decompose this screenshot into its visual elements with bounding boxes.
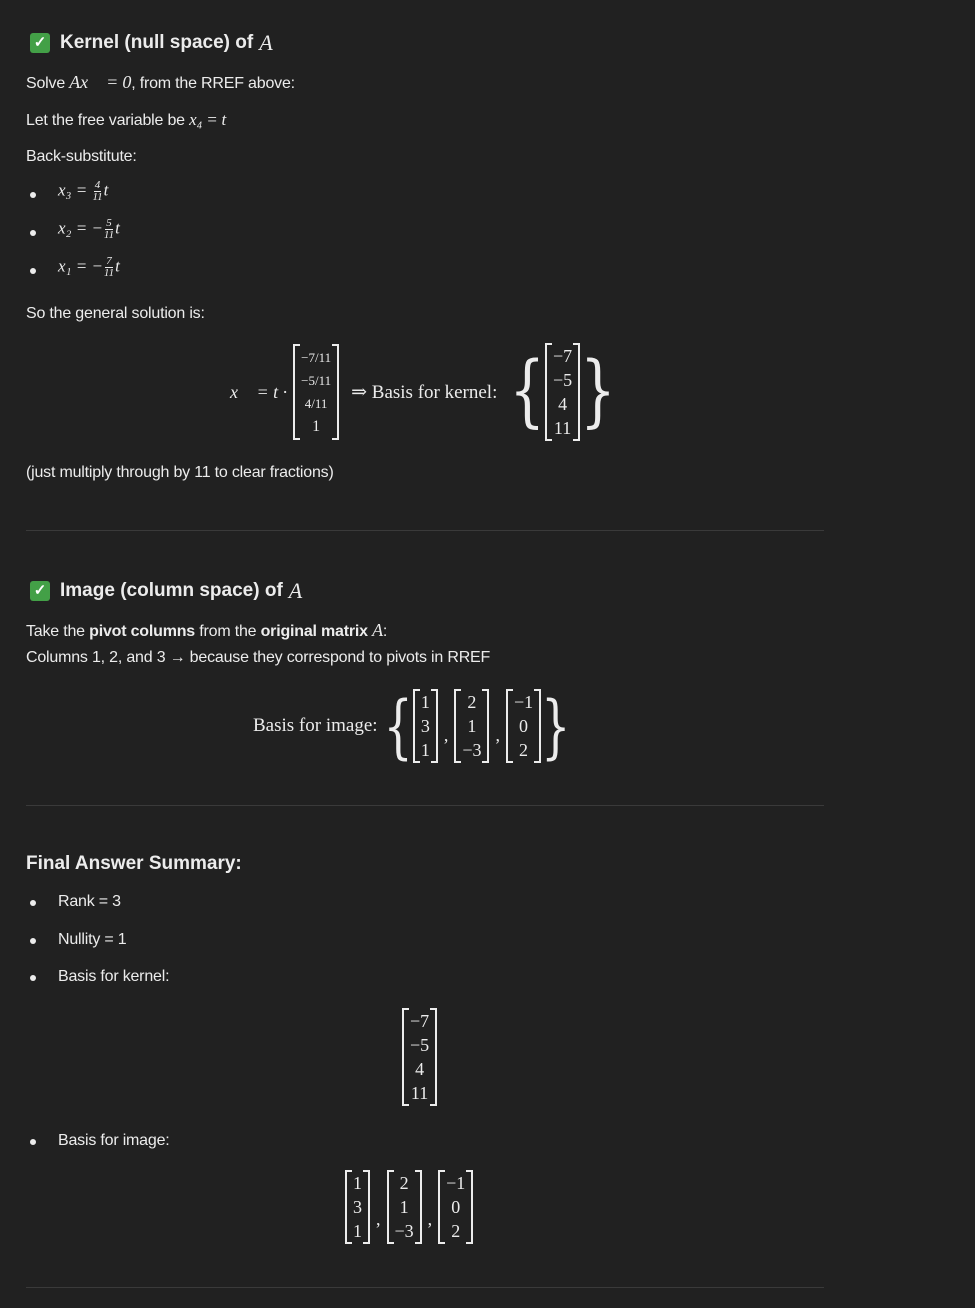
- comma: ,: [495, 725, 500, 745]
- bullet-lhs: x₃ =: [58, 180, 92, 200]
- implies-label: ⇒ Basis for kernel:: [351, 381, 498, 403]
- kernel-display-equation: [230, 342, 616, 442]
- frac-num: 7: [106, 255, 112, 267]
- free-eq: x₄ = t: [189, 110, 227, 129]
- general-solution-label: So the general solution is:: [26, 305, 205, 322]
- kernel-heading-var: A: [259, 30, 273, 55]
- left-brace: {: [383, 685, 413, 767]
- vector-cell: 2: [519, 740, 529, 760]
- comma: ,: [427, 1209, 433, 1229]
- image-vector-2: [454, 689, 489, 763]
- vector-cell: 1: [353, 1221, 362, 1241]
- vector-cell: 1: [312, 418, 321, 435]
- frac-den: 11: [103, 267, 115, 279]
- back-substitute-label: Back-substitute:: [26, 148, 137, 165]
- check-icon: ✓: [30, 581, 50, 601]
- vector-cell: 1: [420, 692, 430, 712]
- frac-den: 11: [103, 229, 115, 241]
- line1-bold1: pivot columns: [89, 623, 195, 640]
- divider: [26, 530, 824, 531]
- vector-cell: 3: [353, 1197, 362, 1217]
- vector-cell: 1: [353, 1173, 362, 1193]
- free-pre: Let the free variable be: [26, 112, 185, 129]
- image-heading: [30, 578, 302, 604]
- vector-cell: 3: [420, 716, 430, 736]
- kernel-basis-vector: [545, 343, 580, 441]
- bullet-icon: [30, 975, 36, 981]
- kernel-basis-item: Basis for kernel:: [58, 968, 170, 985]
- solve-pre: Solve: [26, 75, 66, 92]
- image-basis-item: Basis for image:: [58, 1132, 170, 1149]
- line1-pre: Take the: [26, 623, 85, 640]
- vector-cell: −5: [553, 370, 573, 390]
- left-brace: {: [509, 345, 545, 437]
- bullet-icon: [30, 900, 36, 906]
- right-brace: }: [541, 685, 571, 767]
- image-heading-text: Image (column space) of: [60, 580, 283, 601]
- summary-image-vectors: [345, 1170, 473, 1244]
- kernel-heading-text: Kernel (null space) of: [60, 32, 254, 53]
- image-heading-var: A: [288, 578, 303, 603]
- solve-post: , from the RREF above:: [131, 75, 295, 92]
- bullet-lhs: x₁ =: [58, 256, 92, 276]
- summary-heading: Final Answer Summary:: [26, 853, 242, 874]
- check-icon: ✓: [30, 33, 50, 53]
- bullet-tail: t: [115, 218, 120, 238]
- vector-cell: −5: [410, 1035, 430, 1055]
- vector-cell: −7: [410, 1011, 430, 1031]
- comma: ,: [376, 1209, 381, 1229]
- line1-var: A: [372, 620, 383, 640]
- kernel-heading: [30, 30, 273, 56]
- bullet-x2: [58, 218, 120, 241]
- vector-cell: 1: [399, 1197, 409, 1217]
- bullet-sign: −: [91, 256, 103, 276]
- fraction-vector: [293, 344, 339, 440]
- pivot-columns-line: [26, 620, 387, 641]
- summary-image-vector-2: [387, 1170, 422, 1244]
- frac-num: 4: [94, 179, 101, 191]
- columns-explanation: Columns 1, 2, and 3 → because they correspond to pivots in RREF: [26, 649, 491, 666]
- solve-line: [26, 72, 295, 93]
- fraction: [92, 180, 102, 203]
- vector-cell: 1: [467, 716, 477, 736]
- frac-num: 5: [106, 217, 112, 229]
- bullet-tail: t: [115, 256, 120, 276]
- vector-cell: −7/11: [301, 350, 332, 365]
- bullet-icon: [30, 268, 36, 274]
- vector-cell: 4: [558, 394, 568, 414]
- vector-cell: −5/11: [301, 373, 332, 388]
- line1-post: :: [382, 623, 388, 640]
- line1-mid: from the: [199, 623, 257, 640]
- display-lhs: x⃗ = t ·: [230, 381, 288, 402]
- bullet-icon: [30, 1139, 36, 1145]
- image-vector-3: [506, 689, 541, 763]
- bullet-icon: [30, 230, 36, 236]
- vector-cell: −3: [394, 1221, 414, 1241]
- solve-eq: Ax⃗ = 0: [69, 72, 132, 92]
- nullity-item: Nullity = 1: [58, 931, 127, 948]
- vector-cell: 2: [467, 692, 477, 712]
- divider: [26, 805, 824, 806]
- bullet-x3: [58, 180, 108, 203]
- vector-cell: 1: [420, 740, 430, 760]
- vector-cell: 4: [415, 1059, 425, 1079]
- bullet-x1: [58, 256, 120, 279]
- vector-cell: 0: [519, 716, 529, 736]
- frac-den: 11: [92, 191, 103, 203]
- vector-cell: 4/11: [304, 396, 328, 411]
- image-display-equation: [253, 685, 571, 767]
- vector-cell: −1: [446, 1173, 466, 1193]
- bullet-icon: [30, 938, 36, 944]
- bullet-tail: t: [103, 180, 109, 200]
- fraction: [104, 218, 114, 241]
- vector-cell: 0: [451, 1197, 461, 1217]
- fraction: [104, 256, 114, 279]
- vector-cell: −3: [462, 740, 482, 760]
- vector-cell: 11: [553, 418, 572, 438]
- line1-bold2: original matrix: [260, 623, 368, 640]
- right-brace: }: [580, 345, 616, 437]
- summary-image-vector-3: [438, 1170, 473, 1244]
- bullet-sign: −: [91, 218, 103, 238]
- vector-cell: 2: [451, 1221, 461, 1241]
- vector-cell: −1: [513, 692, 534, 712]
- bullet-lhs: x₂ =: [58, 218, 92, 238]
- free-var-line: [26, 110, 226, 130]
- clear-fractions-note: (just multiply through by 11 to clear fractions): [26, 464, 334, 481]
- vector-cell: −7: [553, 346, 573, 366]
- divider: [26, 1287, 824, 1288]
- image-display-label: Basis for image:: [253, 715, 378, 736]
- bullet-icon: [30, 192, 36, 198]
- vector-cell: 2: [399, 1173, 409, 1193]
- summary-kernel-vector-wrap: [402, 1008, 437, 1106]
- image-vector-1: [413, 689, 438, 763]
- comma: ,: [443, 725, 449, 745]
- summary-image-vector-1: [345, 1170, 370, 1244]
- rank-item: Rank = 3: [58, 893, 121, 910]
- vector-cell: 11: [410, 1083, 429, 1103]
- summary-kernel-vector: [402, 1008, 437, 1106]
